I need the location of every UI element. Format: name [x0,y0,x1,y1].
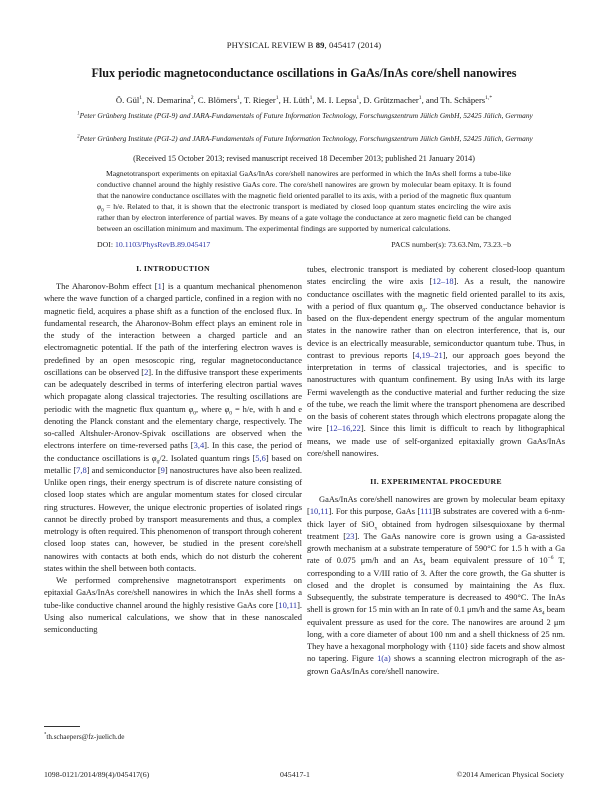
author: H. Lüth$^1$ [282,95,313,105]
affiliation-2-marker: 2 [77,134,80,140]
footer-page-number: 045417-1 [280,770,310,779]
citation-link[interactable]: 1 [157,281,162,291]
footnote-divider [44,726,80,727]
footer-issn: 1098-0121/2014/89(4)/045417(6) [44,770,150,779]
citation-link[interactable]: 4,19–21 [415,349,443,360]
citation-link[interactable]: 5,6 [255,452,266,463]
doi-label: DOI: [97,240,114,249]
pacs-numbers [391,240,511,249]
journal-volume: 89 [315,40,325,50]
article-number: 045417 (2014) [329,40,382,50]
affiliation-2 [60,133,550,144]
paper-title: Flux periodic magnetoconductance oscillations in GaAs/InAs core/shell nanowires [91,66,517,80]
intro-paragraph-3: tubes, electronic transport is mediated by coherent closed-loop quantum states encircling the wire axis [12–18]. As a result, the nanowire conductance oscillates with the magnetic field oriented parallel to its axis, with a period of flux quantum $\varphi_0$. The observed conductance behavior is based on the flux-dependent energy spectrum of the angular momentum states in the nanowire rather than on electron interference, that is, our device is an electrically measurable, semiconductor quantum tube. Thus, in contrast to previous reports [4,19–21], our approach goes beyond the interpretation in terms of classical trajectories, and is specific to nanostructures with quantum confinement. By using InAs with its large Fermi wavelength as the conductive material and further reducing the size of the tube, we reach the limit where the transport phenomena are described on the basis of coherent states through which electrons propagate along the wire [12–16,22]. Since this limit is difficult to reach by lithographical means, we made use of self-organized epitaxially grown GaAs/InAs core/shell nanowires. [307,264,565,458]
author: Ö. Gül$^1$ [115,95,143,105]
author: M. I. Lepsa$^1$ [316,95,360,105]
citation-link[interactable]: 9 [160,464,165,475]
section-heading-introduction: I. INTRODUCTION [136,264,210,273]
page-footer [44,770,564,779]
citation-link[interactable]: 7,8 [76,464,87,475]
citation-link[interactable]: 2 [144,366,149,377]
journal-header: PHYSICAL REVIEW B 89, 045417 (2014) [226,40,382,50]
affiliation-1-text: Peter Grünberg Institute (PGI-9) and JARA-Fundamentals of Future Information Technology, Forschungszentrum Jülich GmbH, 52425 Jülich, Germany [79,111,533,120]
pacs-label: PACS number(s): [391,240,447,249]
pacs-value: 73.63.Nm, 73.23.−b [448,240,511,249]
experimental-paragraph-1: GaAs/InAs core/shell nanowires are grown by molecular beam epitaxy [10,11]. For this purpose, GaAs [111]B substrates are covered with a 6-nm-thick layer of SiO$_x$ obtained from hydrogen silsesquioxane by thermal treatment [23]. The GaAs nanowire core is grown using a Ga-assisted growth mechanism at a substrate temperature of 590°C for 1.5 h with a Ga rate of 0.075 μm/h and an $As_4$ beam equivalent pressure of $10^{-6}$ T, corresponding to a V/III ratio of 3. After the core growth, the Ga shutter is closed and the droplet is consumed by maintaining the As flux. Subsequently, the substrate temperature is decreased to 490°C. The InAs shell is grown for 15 min with an In rate of 0.1 μm/h and the same $As_4$ beam equivalent pressure as used for the core. The nanowires are around 2 μm long, with a core diameter of about 100 nm and a shell thickness of 25 nm. They have a hexagonal morphology with {110} side facets and show almost no tapering. Figure 1(a) shows a scanning electron micrograph of the as-grown GaAs/InAs core/shell nanowire. [307,494,566,676]
footnote-marker: * [44,732,47,738]
citation-link[interactable]: 10,11 [278,599,298,610]
affiliation-1-marker: 1 [77,111,80,117]
affiliation-1 [60,110,550,121]
doi-pacs-line [97,240,511,249]
footnote [44,733,124,741]
author: T. Rieger$^1$ [243,95,279,105]
right-column [307,263,565,677]
footer-copyright: ©2014 American Physical Society [456,770,564,779]
author: Th. Schäpers$^{1,*}$ [440,95,493,105]
figure-link[interactable]: 1(a) [377,653,391,664]
author: D. Grützmacher$^1$ [363,95,422,105]
affiliation-2-text: Peter Grünberg Institute (PGI-2) and JARA-Fundamentals of Future Information Technology, Forschungszentrum Jülich GmbH, 52425 Jülich, Germany [79,134,533,143]
citation-link[interactable]: 23 [346,530,355,541]
citation-link[interactable]: 10,11 [309,506,329,517]
journal-name: PHYSICAL REVIEW B [226,40,314,50]
citation-link[interactable]: 12–16,22 [329,423,361,434]
author-list: Ö. Gül$^1$, N. Demarina$^2$, C. Blömers$^1$, T. Rieger$^1$, H. Lüth$^1$, M. I. Lepsa$^1$, D. Grützmacher$^1$, and Th. Schäpers$^{1,*}$ [115,95,493,105]
doi-link[interactable]: 10.1103/PhysRevB.89.045417 [114,240,211,249]
intro-paragraph-2: We performed comprehensive magnetotransport experiments on epitaxial GaAs/InAs core/shell nanowires in which the InAs shell forms a tube-like conductive channel around the highly resistive GaAs core [10,11]. Using also numerical calculations, we show that in these nanoscaled semiconducting [44,575,302,634]
left-column [44,263,302,635]
abstract: Magnetotransport experiments on epitaxial GaAs/InAs core/shell nanowires are performed in which the InAs shell forms a tube-like conductive channel around the highly resistive GaAs core. The core/shell nanowires are grown by molecular beam epitaxy. It is found that the nanowire conductance oscillates with the magnetic field oriented parallel to its axis, with a period of the magnetic flux quantum $\varphi_0 = h/e$. Related to that, it is shown that the electronic transport is mediated by closed loop quantum states encircling the wire axis rather than by electron interference of partial waves. By means of a gate voltage the conductance at zero magnetic field can be changed between an oscillation minimum and maximum. The experimental findings are supported by numerical calculations. [97,169,511,234]
corresponding-email-link[interactable]: th.schaepers@fz-juelich.de [46,733,125,741]
intro-paragraph-1: The Aharonov-Bohm effect [1] is a quantum mechanical phenomenon where the wave function of a charged particle, confined in a region with no magnetic field, acquires a phase shift as a function of the enclosed flux. In fundamental research, the Aharonov-Bohm effect plays an eminent role in the study of the interaction between a charged particle and an electromagnetic potential. If the path of the interfering electron waves is predefined by an open mesoscopic ring, regular magnetoconductance oscillations can be observed [2]. In the diffusive transport these experiments can be adequately described in terms of interfering electron partial waves which propagate along classical trajectories. The resulting oscillations are periodic with the magnetic flux quantum $\varphi_0$, where $\varphi_0 = h/e$, with h and e denoting the Planck constant and the elementary charge, respectively. The so-called Altshuler-Aronov-Spivak oscillations are observed when the electrons interfere on time-reversed paths [3,4]. In this case, the period of the conductance oscillations is $\varphi_0/2$. Isolated quantum rings [5,6] based on metallic [7,8] and semiconductor [9] nanostructures have also been realized. Unlike open rings, their energy spectrum is of discrete nature consisting of closed loop states which are angular momentum states for closed circular ring structures. However, the unique electronic properties of isolated rings cannot be directly probed by transport measurements and thus, a complex metrology is often required. This phenomenon of transport through coherent closed loop states can, however, be studied in the present core/shell nanowires with contacts at both ends, which do not disturb the coherent states within the shell between both contacts. [44,281,302,573]
section-heading-experimental: II. EXPERIMENTAL PROCEDURE [370,477,502,486]
author: C. Blömers$^1$ [197,95,240,105]
received-dates: (Received 15 October 2013; revised manuscript received 18 December 2013; published 21 January 2014) [133,154,475,163]
author: N. Demarina$^2$ [146,95,194,105]
citation-link[interactable]: 12–18 [432,276,454,287]
citation-link[interactable]: 3,4 [193,440,205,451]
citation-link[interactable]: 111 [420,506,433,517]
